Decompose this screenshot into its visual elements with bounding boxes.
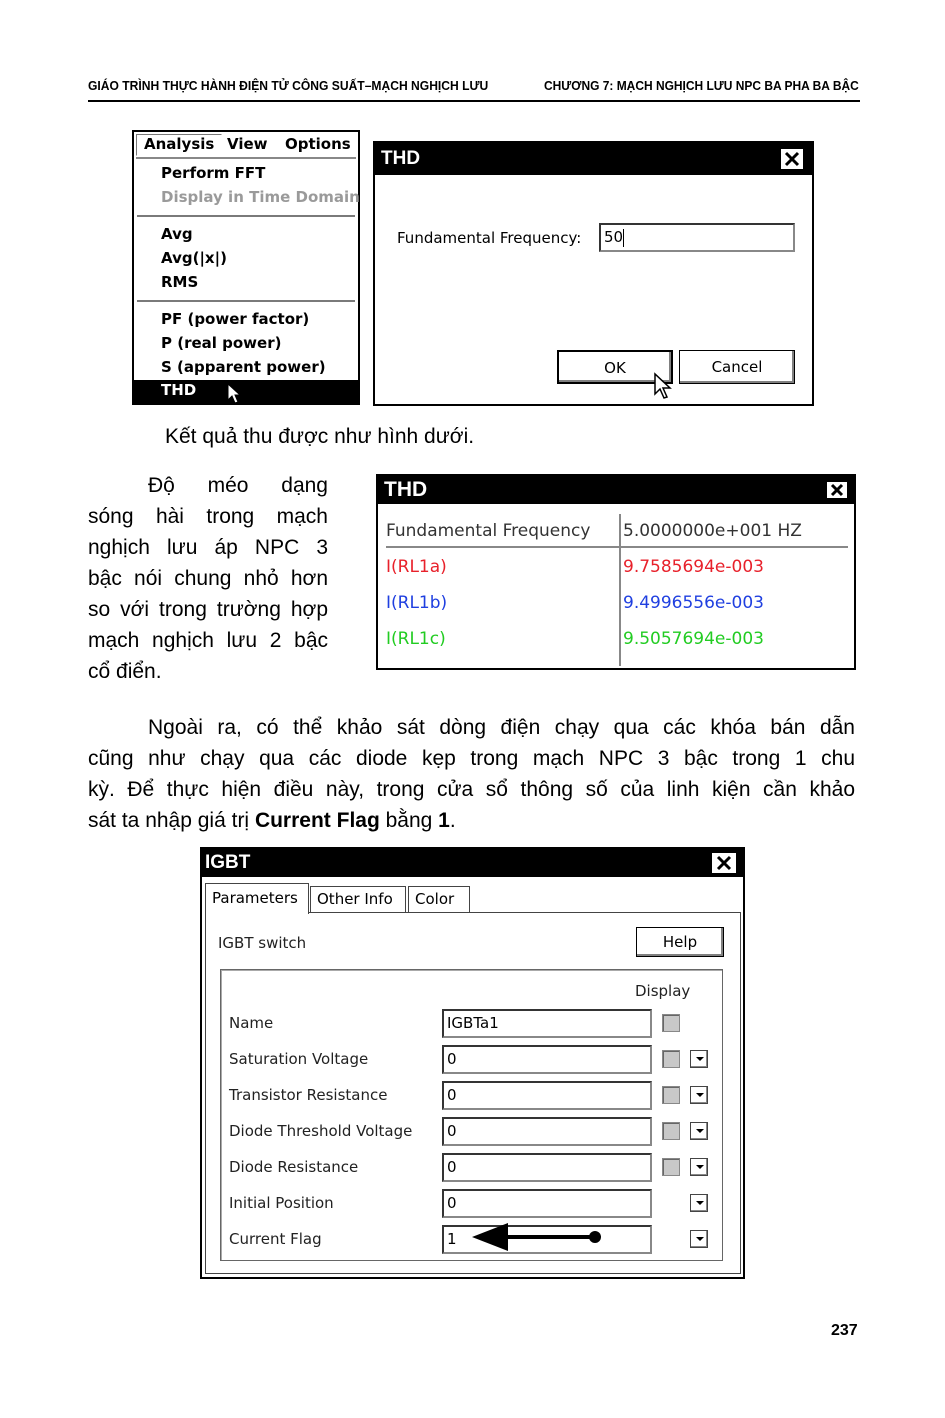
tab-parameters[interactable] <box>205 883 309 914</box>
tab-color[interactable] <box>408 886 470 912</box>
menu-bar-rule <box>136 157 356 159</box>
side-line: Độ méo dạng <box>148 474 328 497</box>
side-paragraph <box>88 470 328 687</box>
current-flag-term: Current Flag <box>254 809 380 832</box>
thd-result-dialog <box>376 474 856 670</box>
cancel-button[interactable] <box>679 350 795 384</box>
menu-item-avg-abs[interactable]: Avg(|x|) <box>161 249 227 267</box>
param-input[interactable] <box>442 1117 652 1146</box>
param-label: Diode Threshold Voltage <box>229 1122 413 1140</box>
tab-color-label: Color <box>415 890 455 908</box>
menu-item-avg[interactable]: Avg <box>161 225 193 243</box>
dropdown-arrow-icon[interactable] <box>690 1158 708 1176</box>
analysis-menu <box>132 130 360 405</box>
param-label: Initial Position <box>229 1194 334 1212</box>
param-input[interactable] <box>442 1189 652 1218</box>
cancel-button-label: Cancel <box>711 358 763 376</box>
tab-other-info-label: Other Info <box>317 890 393 908</box>
paragraph-line: kỳ. Để thực hiện điều này, trong cửa sổ thông số của linh kiện cần khảo <box>88 778 855 801</box>
igbt-close-button[interactable] <box>711 852 737 874</box>
side-line: mạch nghịch lưu 2 bậc <box>88 629 328 652</box>
thd-row-value: 9.5057694e-003 <box>623 629 764 649</box>
param-input[interactable] <box>442 1081 652 1110</box>
igbt-subtitle: IGBT switch <box>218 934 307 952</box>
igbt-title: IGBT <box>205 852 251 873</box>
menu-view[interactable]: View <box>227 135 268 153</box>
param-value: 0 <box>447 1158 457 1176</box>
menu-bar <box>134 132 358 157</box>
param-value: 0 <box>447 1050 457 1068</box>
menu-separator <box>137 300 355 302</box>
caption-result: Kết quả thu được như hình dưới. <box>165 425 475 448</box>
side-line: nghịch lưu áp NPC 3 <box>88 536 328 559</box>
param-value: 0 <box>447 1122 457 1140</box>
page-number: 237 <box>831 1322 858 1339</box>
current-flag-value-term: 1 <box>438 809 450 832</box>
header-rule <box>88 100 860 102</box>
thd-row-value: 9.7585694e-003 <box>623 557 764 577</box>
dropdown-arrow-icon[interactable] <box>690 1122 708 1140</box>
close-icon <box>781 149 803 169</box>
menu-item-s[interactable]: S (apparent power) <box>161 358 326 376</box>
thd-row-value: 9.4996556e-003 <box>623 593 764 613</box>
row-divider <box>386 546 848 548</box>
param-value: IGBTa1 <box>447 1014 499 1032</box>
dropdown-arrow-icon[interactable] <box>690 1230 708 1248</box>
igbt-dialog <box>200 847 745 1279</box>
menu-item-pf[interactable]: PF (power factor) <box>161 310 310 328</box>
menu-separator <box>137 215 355 217</box>
text-run: sát ta nhập giá trị <box>88 809 255 832</box>
param-input[interactable] <box>442 1153 652 1182</box>
side-line: so với trong trường hợp <box>88 598 328 621</box>
display-checkbox[interactable] <box>662 1014 680 1032</box>
param-label: Name <box>229 1014 274 1032</box>
paragraph-line <box>88 805 855 836</box>
text-caret <box>623 229 624 247</box>
display-checkbox[interactable] <box>662 1158 680 1176</box>
dropdown-arrow-icon[interactable] <box>690 1194 708 1212</box>
menu-analysis[interactable]: Analysis <box>144 135 215 153</box>
menu-item-perform-fft[interactable]: Perform FFT <box>161 164 266 182</box>
header-right: CHƯƠNG 7: MẠCH NGHỊCH LƯU NPC BA PHA BA BẬC <box>544 78 859 93</box>
thd-row-value: 5.0000000e+001 HZ <box>623 521 802 541</box>
dropdown-arrow-icon[interactable] <box>690 1050 708 1068</box>
paragraph-current-flag <box>88 712 855 836</box>
tab-other-info[interactable] <box>310 886 406 912</box>
thd-result-close-button[interactable] <box>826 481 848 499</box>
tab-parameters-label: Parameters <box>212 889 298 907</box>
paragraph-line: cũng như chạy qua các diode kẹp trong mạch NPC 3 bậc trong 1 chu <box>88 747 855 770</box>
help-button[interactable] <box>636 927 724 957</box>
tab-panel-top-edge <box>309 912 741 913</box>
param-value: 0 <box>447 1086 457 1104</box>
param-input[interactable] <box>442 1009 652 1038</box>
mouse-cursor-icon <box>227 383 243 405</box>
close-icon <box>712 853 736 873</box>
thd-result-title: THD <box>384 478 428 501</box>
param-value: 0 <box>447 1194 457 1212</box>
mouse-cursor-icon <box>653 372 673 402</box>
thd-row-name: Fundamental Frequency <box>386 521 591 541</box>
igbt-titlebar <box>202 849 743 877</box>
menu-item-display-time-domain: Display in Time Domain <box>161 188 360 206</box>
param-label: Saturation Voltage <box>229 1050 369 1068</box>
menu-item-p[interactable]: P (real power) <box>161 334 282 352</box>
help-button-label: Help <box>662 933 698 951</box>
side-line: cổ điển. <box>88 660 162 683</box>
arrow-annotation-icon <box>464 1221 604 1255</box>
column-divider <box>619 514 621 666</box>
param-value: 1 <box>447 1230 457 1248</box>
fundamental-frequency-input[interactable] <box>599 223 795 252</box>
thd-dialog-titlebar <box>375 143 812 175</box>
dropdown-arrow-icon[interactable] <box>690 1086 708 1104</box>
menu-item-thd-label: THD <box>161 381 197 399</box>
header-left: GIÁO TRÌNH THỰC HÀNH ĐIỆN TỬ CÔNG SUẤT–MẠCH NGHỊCH LƯU <box>88 78 489 93</box>
thd-dialog <box>373 141 814 406</box>
side-line: sóng hài trong mạch <box>88 505 328 528</box>
param-label: Transistor Resistance <box>229 1086 388 1104</box>
menu-options[interactable]: Options <box>285 135 351 153</box>
display-checkbox[interactable] <box>662 1086 680 1104</box>
thd-dialog-title: THD <box>381 148 421 169</box>
close-icon <box>827 482 847 498</box>
thd-row-name: I(RL1c) <box>386 629 446 649</box>
side-line: bậc nói chung nhỏ hơn <box>88 567 328 590</box>
ok-button-label: OK <box>604 359 626 377</box>
fundamental-frequency-value: 50 <box>604 228 624 246</box>
param-label: Current Flag <box>229 1230 322 1248</box>
paragraph-line: Ngoài ra, có thể khảo sát dòng điện chạy qua các khóa bán dẫn <box>148 716 855 739</box>
thd-result-titlebar <box>378 476 854 504</box>
text-run: bằng <box>379 809 439 832</box>
display-checkbox[interactable] <box>662 1122 680 1140</box>
thd-row-name: I(RL1b) <box>386 593 448 613</box>
menu-item-thd[interactable] <box>134 380 358 404</box>
thd-dialog-close-button[interactable] <box>780 148 804 170</box>
display-checkbox[interactable] <box>662 1050 680 1068</box>
display-column-label: Display <box>635 982 691 1000</box>
param-label: Diode Resistance <box>229 1158 359 1176</box>
text-run: . <box>449 809 456 832</box>
menu-item-rms[interactable]: RMS <box>161 273 199 291</box>
thd-row-name: I(RL1a) <box>386 557 447 577</box>
param-input[interactable] <box>442 1045 652 1074</box>
fundamental-frequency-label: Fundamental Frequency: <box>397 229 582 247</box>
